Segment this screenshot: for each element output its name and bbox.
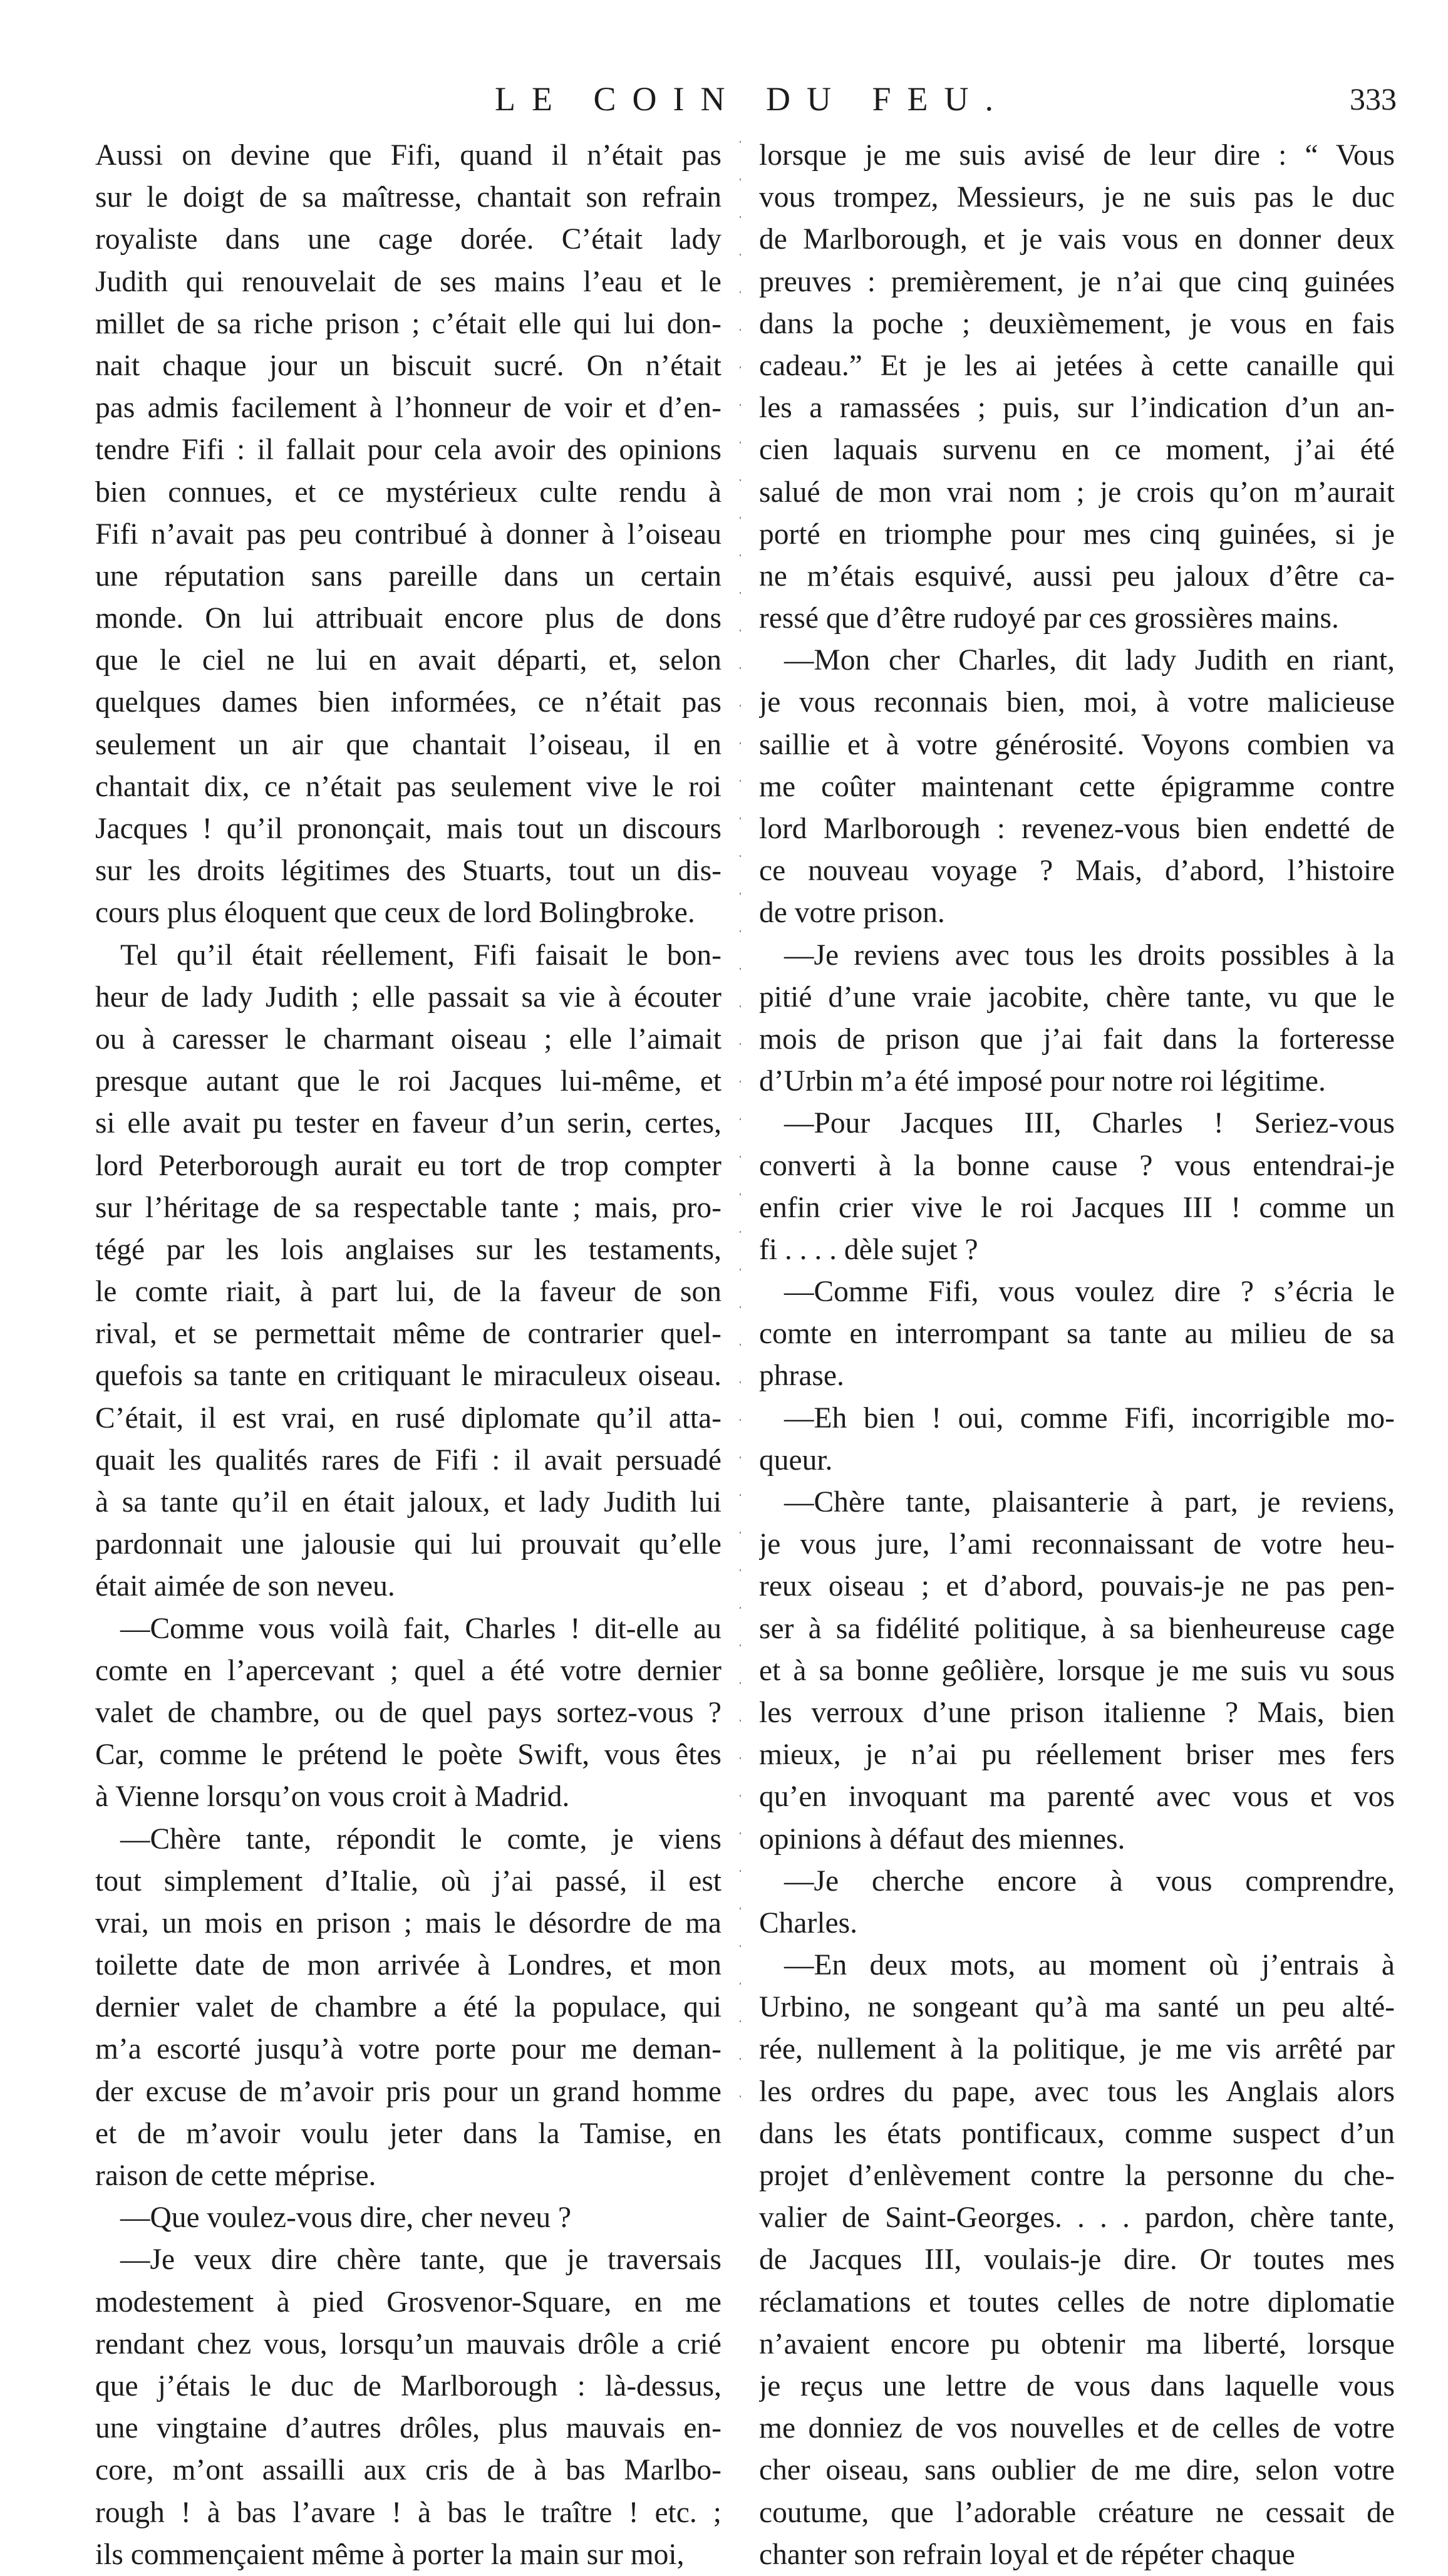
text-line: phrase. [759, 1359, 844, 1393]
text-line: me donniez de vos nouvelles et de celles de votre [759, 2412, 1395, 2445]
text-line: —Mon cher Charles, dit lady Judith en riant, [784, 644, 1395, 677]
text-line: coutume, que l’adorable créature ne cessait de [759, 2496, 1395, 2529]
text-line: cher oiseau, sans oublier de me dire, selon votre [759, 2454, 1395, 2487]
text-line: sur l’héritage de sa respectable tante ; mais, pro- [95, 1191, 721, 1224]
text-line: ils commençaient même à porter la main sur moi, [95, 2538, 685, 2571]
text-line: Charles. [759, 1906, 857, 1940]
text-line: toilette date de mon arrivée à Londres, et mon [95, 1949, 721, 1982]
text-line: pardonnait une jalousie qui lui prouvait qu’elle [95, 1528, 721, 1561]
text-line: mieux, je n’ai pu réellement briser mes fers [759, 1738, 1395, 1772]
text-line: Judith qui renouvelait de ses mains l’eau et le [95, 265, 721, 298]
text-line: était aimée de son neveu. [95, 1570, 395, 1603]
text-line: Jacques ! qu’il prononçait, mais tout un discours [95, 813, 721, 845]
text-line: porté en triomphe pour mes cinq guinées, si je [759, 517, 1395, 551]
text-line: projet d’enlèvement contre la personne du che- [759, 2159, 1395, 2192]
text-line: quefois sa tante en critiquant le miraculeux oiseau. [95, 1359, 721, 1393]
text-line: que j’étais le duc de Marlborough : là-dessus, [95, 2369, 721, 2402]
text-line: cours plus éloquent que ceux de lord Bolingbroke. [95, 896, 695, 930]
text-line: le comte riait, à part lui, de la faveur de son [95, 1275, 721, 1309]
text-line: —Pour Jacques III, Charles ! Seriez-vous [784, 1107, 1395, 1140]
text-line: dans la poche ; deuxièmement, je vous en fais [759, 307, 1395, 340]
text-line: valier de Saint-Georges. . . . pardon, chère tante, [759, 2201, 1395, 2235]
text-line: —Chère tante, plaisanterie à part, je reviens, [784, 1486, 1395, 1519]
text-line: preuves : premièrement, je n’ai que cinq guinées [759, 265, 1395, 298]
text-line: si elle avait pu tester en faveur d’un serin, certes, [95, 1107, 721, 1140]
text-line: je vous reconnais bien, moi, à votre malicieuse [759, 686, 1395, 719]
text-line: quait les qualités rares de Fifi : il avait persuadé [95, 1443, 721, 1477]
text-line: —Je veux dire chère tante, que je traversais [120, 2243, 721, 2277]
text-line: reux oiseau ; et d’abord, pouvais-je ne pas pen- [759, 1570, 1395, 1603]
text-line: de votre prison. [759, 896, 945, 930]
text-line: les ordres du pape, avec tous les Anglais alors [759, 2075, 1395, 2108]
text-line: je reçus une lettre de vous dans laquelle vous [759, 2369, 1395, 2402]
text-line: lord Peterborough aurait eu tort de trop compter [95, 1149, 721, 1182]
text-line: et de m’avoir voulu jeter dans la Tamise, en [95, 2117, 721, 2150]
text-line: millet de sa riche prison ; c’était elle qui lui don- [95, 307, 721, 340]
text-line: m’a escorté jusqu’à votre porte pour me deman- [95, 2033, 721, 2066]
text-line: ressé que d’être rudoyé par ces grossières mains. [759, 602, 1339, 635]
text-line: fi . . . . dèle sujet ? [759, 1233, 978, 1266]
text-line: ne m’étais esquivé, aussi peu jaloux d’être ca- [759, 559, 1395, 593]
text-line: presque autant que le roi Jacques lui-même, et [95, 1065, 721, 1098]
text-line: me coûter maintenant cette épigramme contre [759, 770, 1395, 803]
text-line: queur. [759, 1443, 833, 1477]
text-line: saillie et à votre générosité. Voyons combien va [759, 728, 1395, 761]
text-line: salué de mon vrai nom ; je crois qu’on m’aurait [759, 475, 1395, 509]
text-line: valet de chambre, ou de quel pays sortez-vous ? [95, 1696, 721, 1729]
text-line: monde. On lui attribuait encore plus de dons [95, 602, 721, 635]
text-line: —Comme vous voilà fait, Charles ! dit-elle au [120, 1612, 721, 1645]
text-line: qu’en invoquant ma parenté avec vous et vos [759, 1780, 1395, 1814]
text-line: Urbino, ne songeant qu’à ma santé un peu alté- [759, 1991, 1395, 2024]
text-line: converti à la bonne cause ? vous entendrai-je [759, 1149, 1395, 1182]
text-line: der excuse de m’avoir pris pour un grand homme [95, 2075, 721, 2108]
text-line: cadeau.” Et je les ai jetées à cette canaille qui [759, 349, 1395, 382]
text-line: chantait dix, ce n’était pas seulement vive le roi [95, 770, 721, 803]
text-line: —Que voulez-vous dire, cher neveu ? [120, 2201, 572, 2235]
text-line: —Je reviens avec tous les droits possibles à la [784, 938, 1395, 972]
text-line: Tel qu’il était réellement, Fifi faisait le bon- [120, 938, 721, 972]
text-line: —Eh bien ! oui, comme Fifi, incorrigible mo- [784, 1401, 1395, 1435]
column-divider [740, 141, 741, 2114]
text-line: C’était, il est vrai, en rusé diplomate qu’il atta- [95, 1401, 721, 1435]
text-line: Fifi n’avait pas peu contribué à donner à l’oiseau [95, 517, 721, 551]
text-line: enfin crier vive le roi Jacques III ! comme un [759, 1191, 1395, 1224]
text-line: core, m’ont assailli aux cris de à bas Marlbo- [95, 2454, 721, 2487]
text-line: sur le doigt de sa maîtresse, chantait son refrain [95, 181, 721, 214]
page-number: 333 [1350, 81, 1397, 117]
text-line: lord Marlborough : revenez-vous bien endetté de [759, 813, 1395, 845]
text-line: rival, et se permettait même de contrarier quel- [95, 1317, 721, 1351]
text-line: pas admis facilement à l’honneur de voir et d’en- [95, 392, 721, 425]
text-line: que le ciel ne lui en avait départi, et, selon [95, 644, 721, 677]
text-line: vrai, un mois en prison ; mais le désordre de ma [95, 1906, 721, 1940]
text-line: n’avaient encore pu obtenir ma liberté, lorsque [759, 2327, 1395, 2360]
text-line: à Vienne lorsqu’on vous croit à Madrid. [95, 1780, 570, 1814]
text-line: mois de prison que j’ai fait dans la forteresse [759, 1022, 1395, 1056]
text-line: sur les droits légitimes des Stuarts, tout un dis- [95, 854, 721, 888]
text-line: les a ramassées ; puis, sur l’indication d’un an- [759, 392, 1395, 425]
text-line: ce nouveau voyage ? Mais, d’abord, l’histoire [759, 854, 1395, 888]
text-line: réclamations et toutes celles de notre diplomatie [759, 2285, 1395, 2319]
text-line: nait chaque jour un biscuit sucré. On n’était [95, 349, 721, 382]
text-line: une vingtaine d’autres drôles, plus mauvais en- [95, 2412, 721, 2445]
text-line: rough ! à bas l’avare ! à bas le traître ! etc. ; [95, 2496, 721, 2529]
text-line: comte en l’apercevant ; quel a été votre dernier [95, 1654, 721, 1687]
text-line: comte en interrompant sa tante au milieu de sa [759, 1317, 1395, 1351]
text-line: Aussi on devine que Fifi, quand il n’était pas [95, 139, 721, 172]
text-line: lorsque je me suis avisé de leur dire : “ Vous [759, 139, 1395, 172]
text-line: bien connues, et ce mystérieux culte rendu à [95, 475, 721, 509]
text-line: de Jacques III, voulais-je dire. Or toutes mes [759, 2243, 1395, 2277]
text-line: rendant chez vous, lorsqu’un mauvais drôle a crié [95, 2327, 721, 2360]
text-line: et à sa bonne geôlière, lorsque je me suis vu sous [759, 1654, 1395, 1687]
text-line: Car, comme le prétend le poète Swift, vous êtes [95, 1738, 721, 1772]
left-column [95, 135, 721, 2576]
text-line: à sa tante qu’il en était jaloux, et lady Judith lui [95, 1486, 721, 1519]
text-line: heur de lady Judith ; elle passait sa vie à écouter [95, 980, 721, 1014]
text-line: je vous jure, l’ami reconnaissant de votre heu- [759, 1528, 1395, 1561]
text-line: —Chère tante, répondit le comte, je viens [120, 1822, 721, 1856]
text-line: chanter son refrain loyal et de répéter chaque [759, 2538, 1295, 2571]
text-line: les verroux d’une prison italienne ? Mais, bien [759, 1696, 1395, 1729]
text-line: raison de cette méprise. [95, 2159, 376, 2192]
running-title: LE COIN DU FEU. [495, 80, 1010, 118]
text-line: dans les états pontificaux, comme suspect d’un [759, 2117, 1395, 2150]
text-line: —En deux mots, au moment où j’entrais à [784, 1949, 1395, 1982]
text-line: rée, nullement à la politique, je me vis arrêté par [759, 2033, 1395, 2066]
text-line: vous trompez, Messieurs, je ne suis pas le duc [759, 181, 1395, 214]
text-line: seulement un air que chantait l’oiseau, il en [95, 728, 721, 761]
text-line: opinions à défaut des miennes. [759, 1822, 1125, 1856]
text-line: —Je cherche encore à vous comprendre, [784, 1864, 1395, 1898]
right-column [759, 135, 1395, 2576]
text-line: tégé par les lois anglaises sur les testaments, [95, 1233, 721, 1266]
text-line: royaliste dans une cage dorée. C’était lady [95, 223, 721, 256]
text-line: une réputation sans pareille dans un certain [95, 559, 721, 593]
text-line: quelques dames bien informées, ce n’était pas [95, 686, 721, 719]
running-head [0, 74, 1448, 124]
text-line: tout simplement d’Italie, où j’ai passé, il est [95, 1864, 721, 1898]
text-line: de Marlborough, et je vais vous en donner deux [759, 223, 1395, 256]
text-line: cien laquais survenu en ce moment, j’ai été [759, 434, 1395, 467]
text-line: ser à sa fidélité politique, à sa bienheureuse cage [759, 1612, 1395, 1645]
text-line: d’Urbin m’a été imposé pour notre roi légitime. [759, 1065, 1326, 1098]
text-line: ou à caresser le charmant oiseau ; elle l’aimait [95, 1022, 721, 1056]
text-line: pitié d’une vraie jacobite, chère tante, vu que le [759, 980, 1395, 1014]
text-line: tendre Fifi : il fallait pour cela avoir des opinions [95, 434, 721, 467]
text-line: —Comme Fifi, vous voulez dire ? s’écria le [784, 1275, 1395, 1309]
text-line: dernier valet de chambre a été la populace, qui [95, 1991, 721, 2024]
text-line: modestement à pied Grosvenor-Square, en me [95, 2285, 721, 2319]
